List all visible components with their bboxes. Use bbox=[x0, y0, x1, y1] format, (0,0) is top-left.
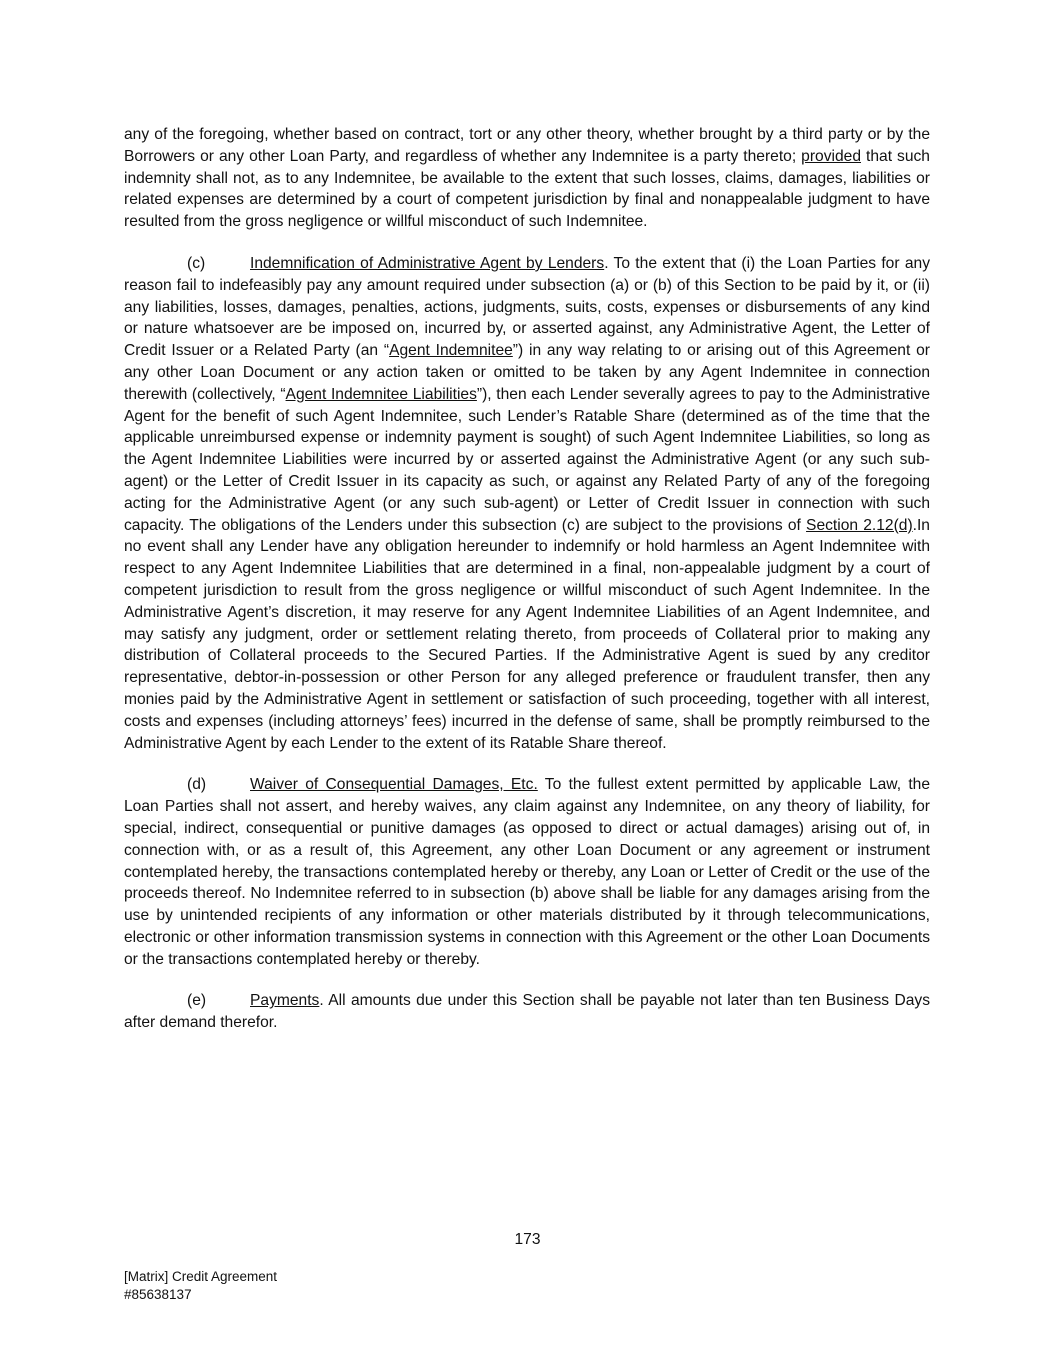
paragraph-c-text-3: ”), then each Lender severally agrees to pay to the Administrative Agent for the benefit of such Agent Indemnitee, such Lender’s Ratable Share (determined as of the time that the applicable unreimbursed expense or indemnity payment is sought) of such Agent Indemnitee Liabilities, so long as the Agent Indemnitee Liabilities were incurred by or asserted against the Administrative Agent (or any such sub-agent) or the Letter of Credit Issuer in its capacity as such, or against any Related Party of any of the foregoing acting for the Administrative Agent (or any such sub-agent) or Letter of Credit Issuer in connection with such capacity. The obligations of the Lenders under this subsection (c) are subject to the provisions of bbox=[124, 385, 930, 534]
paragraph-c-text-2: ”) in any way relating to or arising out of this Agreement or any other Loan Document or any action taken or omitted to be taken by any Agent Indemnitee in connection therewith (collectively, “ bbox=[124, 342, 930, 403]
paragraph-e-label: (e) bbox=[187, 992, 207, 1010]
paragraph-d bbox=[124, 774, 930, 970]
footer-doc-id: #85638137 bbox=[124, 1287, 192, 1302]
agent-indemnitee-term: Agent Indemnitee bbox=[389, 342, 513, 360]
agent-indemnitee-liabilities-term: Agent Indemnitee Liabilities bbox=[285, 385, 477, 403]
paragraph-d-text-1: To the fullest extent permitted by applicable Law, the Loan Parties shall not assert, and hereby waives, any claim against any Indemnitee, on any theory of liability, for special, indirect, consequential or punitive damages (as opposed to direct or actual damages) arising out of, in connection with, or as a result of, this Agreement, any other Loan Document or any agreement or instrument contemplated hereby, the transactions contemplated hereby or thereby, any Loan or Letter of Credit or the use of the proceeds thereof. No Indemnitee referred to in subsection (b) above shall be liable for any damages arising from the use by unintended recipients of any information or other materials distributed by it through telecommunications, electronic or other information transmission systems in connection with this Agreement or the other Loan Documents or the transactions contemplated hereby or thereby. bbox=[124, 776, 931, 968]
paragraph-d-heading: Waiver of Consequential Damages, Etc. bbox=[250, 776, 538, 794]
paragraph-c bbox=[124, 253, 930, 754]
document-footer bbox=[124, 1268, 277, 1304]
paragraph-e-heading: Payments bbox=[250, 992, 320, 1010]
provided-term: provided bbox=[801, 147, 861, 165]
paragraph-c-text-4: .In no event shall any Lender have any obligation hereunder to indemnify or hold harmless an Agent Indemnitee with respect to any Agent Indemnitee Liabilities that are determined in a final, non-appealable judgment by a court of competent jurisdiction to result from the gross negligence or willful misconduct of such Agent Indemnitee. In the Administrative Agent’s discretion, it may reserve for any Agent Indemnitee Liabilities of an Agent Indemnitee, and may satisfy any judgment, order or settlement relating thereto, from proceeds of Collateral prior to making any distribution of Collateral proceeds to the Secured Parties. If the Administrative Agent is sued by any creditor representative, debtor-in-possession or other Person for any alleged preference or fraudulent transfer, then any monies paid by the Administrative Agent in settlement or satisfaction of such proceeding, together with all interest, costs and expenses (including attorneys’ fees) incurred in the defense of same, shall be promptly reimbursed to the Administrative Agent by each Lender to the extent of its Ratable Share thereof. bbox=[124, 516, 930, 752]
paragraph-e bbox=[124, 990, 930, 1034]
document-body bbox=[124, 124, 930, 1054]
paragraph-c-text-1: . To the extent that (i) the Loan Parties for any reason fail to indefeasibly pay any amount required under subsection (a) or (b) of this Section to be paid by it, or (ii) any liabilities, losses, damages, penalties, actions, judgments, suits, costs, expenses or disbursements of any kind or nature whatsoever are be imposed on, incurred by, or asserted against, any Administrative Agent, the Letter of Credit Issuer or a Related Party (an “ bbox=[124, 254, 930, 360]
paragraph-c-heading: Indemnification of Administrative Agent by Lenders bbox=[250, 254, 605, 272]
paragraph-d-label: (d) bbox=[187, 776, 207, 794]
footer-title: [Matrix] Credit Agreement bbox=[124, 1269, 278, 1284]
section-reference: Section 2.12(d) bbox=[806, 516, 913, 534]
intro-text-2: that such indemnity shall not, as to any Indemnitee, be available to the extent that such losses, claims, damages, liabilities or related expenses are determined by a court of competent jurisdiction by final and nonappealable judgment to have resulted from the gross negligence or willful misconduct of such Indemnitee. bbox=[124, 147, 930, 231]
page-number: 173 bbox=[514, 1231, 541, 1248]
paragraph-intro bbox=[124, 124, 930, 233]
paragraph-e-text-1: . All amounts due under this Section shall be payable not later than ten Business Days after demand therefor. bbox=[124, 992, 930, 1032]
paragraph-c-label: (c) bbox=[187, 254, 206, 272]
intro-text-1: any of the foregoing, whether based on contract, tort or any other theory, whether brought by a third party or by the Borrowers or any other Loan Party, and regardless of whether any Indemnitee is a party thereto; bbox=[124, 126, 930, 165]
